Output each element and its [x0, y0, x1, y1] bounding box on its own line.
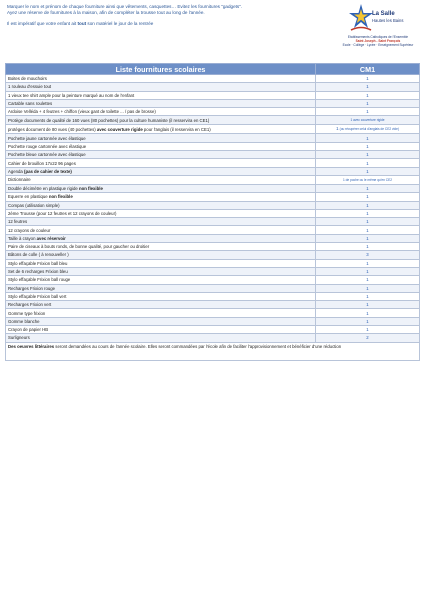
table-row	[6, 142, 420, 150]
supplies-table	[5, 63, 420, 361]
supply-quantity-text: 1 de poche ou le même qu'en CE2	[343, 177, 392, 182]
table-row	[6, 175, 420, 184]
supply-item-text: Pochette bleue cartonnée avec élastique	[8, 152, 86, 158]
supply-quantity-text: 1	[366, 293, 369, 299]
supply-quantity-text: 1	[366, 277, 369, 283]
supply-quantity-text: 1	[366, 152, 369, 158]
supply-item-text: Gomme blanche	[8, 318, 40, 324]
footer-note-text: seront demandées au cours de l'année scolaire. Elles seront commandées par l'école afin de faciliter l'approvisionnement et bénéficier d'une réduction	[54, 343, 342, 349]
table-row	[6, 309, 420, 317]
supply-item-text: Cahier de brouillon 17x22 96 pages	[8, 160, 76, 166]
table-body	[6, 75, 420, 361]
table-row	[6, 83, 420, 91]
supply-item	[6, 167, 316, 175]
supply-item	[6, 108, 316, 116]
supply-item	[6, 125, 316, 134]
supply-quantity-text: 1	[366, 227, 369, 233]
supply-item-text: Pochette rouge cartonnée avec élastique	[8, 143, 87, 149]
supply-quantity-text: 3	[366, 252, 369, 258]
supply-item-text: 1 vieux tee shirt ample pour la peinture marqué au nom de l'enfant	[8, 92, 135, 98]
supply-item-text: Gomme type frixion	[8, 310, 46, 316]
supply-item-emphasis: avec couverture rigide	[96, 126, 143, 132]
supply-quantity-text: 1	[366, 285, 369, 291]
school-logo	[338, 3, 418, 53]
supply-item-text: Dictionnaire	[8, 177, 31, 183]
supply-quantity-text: 1	[366, 76, 369, 82]
supply-quantity-text: 1	[366, 109, 369, 115]
supply-item	[6, 284, 316, 292]
supply-item	[6, 292, 316, 300]
supply-item-text: Taille à crayon	[8, 235, 37, 241]
table-row	[6, 91, 420, 99]
logo-name-sub: Hautes les Bains	[372, 17, 404, 23]
supply-quantity	[316, 75, 420, 83]
table-row	[6, 234, 420, 242]
table-row	[6, 159, 420, 167]
supply-quantity-text: 1 avec couverture rigide	[350, 118, 385, 123]
supply-quantity	[316, 317, 420, 325]
supply-item-text: Stylo effaçable Frixion ball vert	[8, 293, 67, 299]
supply-item-text: 12 crayons de couleur	[8, 227, 51, 233]
table-row	[6, 259, 420, 267]
intro-text	[7, 4, 337, 28]
table-row	[6, 184, 420, 192]
supply-quantity-text: 1	[366, 194, 369, 200]
supply-item-text: Pochette jaune cartonnée avec élastique	[8, 135, 86, 141]
intro-line-2: Ayez une réserve de fournitures à la maison, afin de compléter la trousse tout au long de l'année.	[7, 10, 205, 16]
supply-quantity	[316, 193, 420, 201]
supply-item	[6, 267, 316, 275]
supply-quantity	[316, 284, 420, 292]
table-row	[6, 75, 420, 83]
supply-item-text: 12 feutres	[8, 219, 28, 225]
supply-item	[6, 142, 316, 150]
supply-item	[6, 243, 316, 251]
table-row	[6, 267, 420, 275]
supply-item	[6, 334, 316, 342]
supply-quantity-text: 1	[366, 168, 369, 174]
table-row	[6, 99, 420, 107]
supply-item	[6, 234, 316, 242]
supply-quantity	[316, 334, 420, 342]
supply-quantity	[316, 184, 420, 192]
intro-line-3-start: Il est impératif que votre enfant ait	[7, 21, 78, 27]
supply-item-text: Recharges Frixion rouge	[8, 285, 56, 291]
table-row	[6, 116, 420, 125]
supply-quantity-note: (ou récupérer celui d'anglais de CE2 vide)	[339, 127, 399, 132]
supply-item-text: Crayon de papier HB	[8, 327, 49, 333]
logo-org-line-3: Ecole · Collège · Lycée · Enseignement Supérieur	[342, 43, 414, 47]
table-row	[6, 301, 420, 309]
supply-item-text: Equerre en plastique	[8, 194, 49, 200]
supply-quantity-text: 1	[366, 84, 369, 90]
supply-quantity-text: 1	[366, 202, 369, 208]
supply-quantity-text: 1	[336, 126, 340, 132]
supply-quantity	[316, 83, 420, 91]
supply-quantity	[316, 251, 420, 259]
supply-quantity	[316, 167, 420, 175]
supply-item-text: Set de 6 recharges Frixion bleu	[8, 269, 68, 275]
supply-item	[6, 134, 316, 142]
supply-item-text: Boites de mouchoirs	[8, 76, 47, 82]
supply-item	[6, 226, 316, 234]
supply-item	[6, 317, 316, 325]
supply-quantity-text: 1	[366, 260, 369, 266]
footer-note	[6, 342, 420, 360]
supply-item	[6, 309, 316, 317]
intro-line-1: Marquer le nom et prénom de chaque fourniture ainsi que vêtements, casquettes… Evitez les fournitures "gadgets".	[7, 4, 243, 9]
lasalle-star-icon	[348, 3, 374, 33]
supply-quantity	[316, 151, 420, 159]
supply-quantity-text: 1	[366, 160, 369, 166]
supply-quantity	[316, 218, 420, 226]
supply-item	[6, 251, 316, 259]
header-supplies: Liste fournitures scolaires	[6, 64, 316, 75]
supply-item-text: Surligneurs	[8, 335, 30, 341]
supply-item-emphasis: (pas de cahier de texte)	[24, 168, 72, 174]
supply-quantity	[316, 301, 420, 309]
header-class: CM1	[316, 64, 420, 75]
supply-item	[6, 301, 316, 309]
supply-quantity-text: 1	[366, 244, 369, 250]
logo-org-line-2: Saint Joseph - Saint François	[355, 39, 401, 43]
supply-quantity-text: 1	[366, 186, 369, 192]
supply-quantity	[316, 267, 420, 275]
supply-quantity-text: 1	[366, 101, 369, 107]
supply-item	[6, 184, 316, 192]
supply-quantity	[316, 292, 420, 300]
supply-item-text: Recharges Frixion vert	[8, 302, 52, 308]
supply-quantity	[316, 226, 420, 234]
supply-item	[6, 193, 316, 201]
logo-org-line-1: Etablissements Catholiques de l'Ensemble	[347, 35, 409, 39]
supply-item-text: Stylo effaçable Frixion ball bleu	[8, 260, 68, 266]
intro-line-3-emphasis: tout	[77, 21, 87, 27]
supply-item-text: Cartable sans roulettes	[8, 101, 53, 107]
supply-item-text: Compas (utilisation simple)	[8, 202, 60, 208]
supply-item	[6, 159, 316, 167]
supply-quantity	[316, 116, 420, 125]
supply-quantity-text: 1	[366, 327, 369, 333]
supply-quantity	[316, 142, 420, 150]
supply-quantity	[316, 326, 420, 334]
supply-item	[6, 75, 316, 83]
supply-item-text: 1 rouleau d'essuie tout	[8, 84, 52, 90]
supply-quantity	[316, 234, 420, 242]
table-footer-row	[6, 342, 420, 360]
table-row	[6, 134, 420, 142]
table-row	[6, 125, 420, 134]
supply-item	[6, 91, 316, 99]
supply-item	[6, 83, 316, 91]
supply-quantity	[316, 209, 420, 217]
supply-quantity	[316, 125, 420, 134]
logo-organisation	[338, 35, 418, 47]
supply-quantity-text: 1	[366, 135, 369, 141]
supply-item-emphasis: non flexible	[48, 194, 73, 200]
supply-quantity-text: 1	[366, 302, 369, 308]
supply-quantity-text: 1	[366, 92, 369, 98]
intro-line-3	[7, 21, 337, 27]
supply-quantity	[316, 159, 420, 167]
footer-note-emphasis: Des oeuvres littéraires	[8, 343, 55, 349]
logo-name	[372, 11, 403, 24]
supply-quantity	[316, 99, 420, 107]
supply-item	[6, 201, 316, 209]
supply-quantity-text: 2	[366, 335, 369, 341]
table-row	[6, 334, 420, 342]
intro-line-3-end: son matériel le jour de la rentrée	[86, 21, 154, 27]
table-row	[6, 317, 420, 325]
supply-item-text: 2ème Trousse (pour 12 feutres et 12 crayons de couleur)	[8, 211, 117, 216]
supply-item	[6, 209, 316, 217]
table-row	[6, 209, 420, 217]
table-row	[6, 151, 420, 159]
supply-quantity-text: 1	[366, 219, 369, 225]
table-row	[6, 167, 420, 175]
supply-quantity-text: 1	[366, 310, 369, 316]
supply-quantity	[316, 175, 420, 184]
table-row	[6, 292, 420, 300]
supply-item	[6, 175, 316, 184]
supply-item	[6, 276, 316, 284]
supply-item-text: Stylo effaçable Frixion ball rouge	[8, 277, 71, 283]
supply-item	[6, 259, 316, 267]
table-row	[6, 201, 420, 209]
table-row	[6, 284, 420, 292]
table-row	[6, 226, 420, 234]
supply-item-text: Agenda	[8, 168, 25, 174]
supply-quantity	[316, 276, 420, 284]
table-row	[6, 108, 420, 116]
supply-quantity	[316, 134, 420, 142]
supply-item	[6, 116, 316, 125]
table-row	[6, 243, 420, 251]
supply-quantity-text: 1	[366, 143, 369, 149]
supply-quantity-text: 1	[366, 235, 369, 241]
table-row	[6, 276, 420, 284]
supply-item-text: pour l'anglais (il resservira en CE1)	[142, 126, 211, 132]
table-row	[6, 251, 420, 259]
table-header-row	[6, 64, 420, 75]
supply-quantity	[316, 108, 420, 116]
supply-quantity-text: 1	[366, 269, 369, 275]
logo-name-main: La Salle	[372, 11, 395, 17]
supply-quantity	[316, 91, 420, 99]
supply-quantity-text: 1	[366, 211, 369, 216]
supply-item	[6, 151, 316, 159]
supply-quantity	[316, 201, 420, 209]
supply-item	[6, 218, 316, 226]
supply-item-text: protèges document de 80 vues (40 pochettes)	[8, 126, 97, 132]
supply-quantity	[316, 259, 420, 267]
table-row	[6, 193, 420, 201]
supply-item-text: Ardoise Velléda + 4 feutres + chiffon (vieux gant de toilette ... / pas de brosse)	[8, 109, 156, 115]
table-row	[6, 326, 420, 334]
supply-item-text: Paire de ciseaux à bouts ronds, de bonne qualité, pour gaucher ou droitier	[8, 244, 150, 250]
supply-quantity	[316, 309, 420, 317]
supply-item-text: Protège documents de qualité de 160 vues (80 pochettes) pour la culture humaniste (il resservira en CE1)	[8, 117, 210, 123]
supply-item-emphasis: avec réservoir	[36, 235, 66, 241]
supply-item-emphasis: non flexible	[78, 186, 103, 192]
supply-item	[6, 99, 316, 107]
supply-item-text: Double décimètre en plastique rigide	[8, 186, 79, 192]
supply-quantity	[316, 243, 420, 251]
table-row	[6, 218, 420, 226]
supply-quantity-text: 1	[366, 318, 369, 324]
supply-item	[6, 326, 316, 334]
supply-item-text: Bâtons de colle ( à renouveller )	[8, 252, 69, 258]
